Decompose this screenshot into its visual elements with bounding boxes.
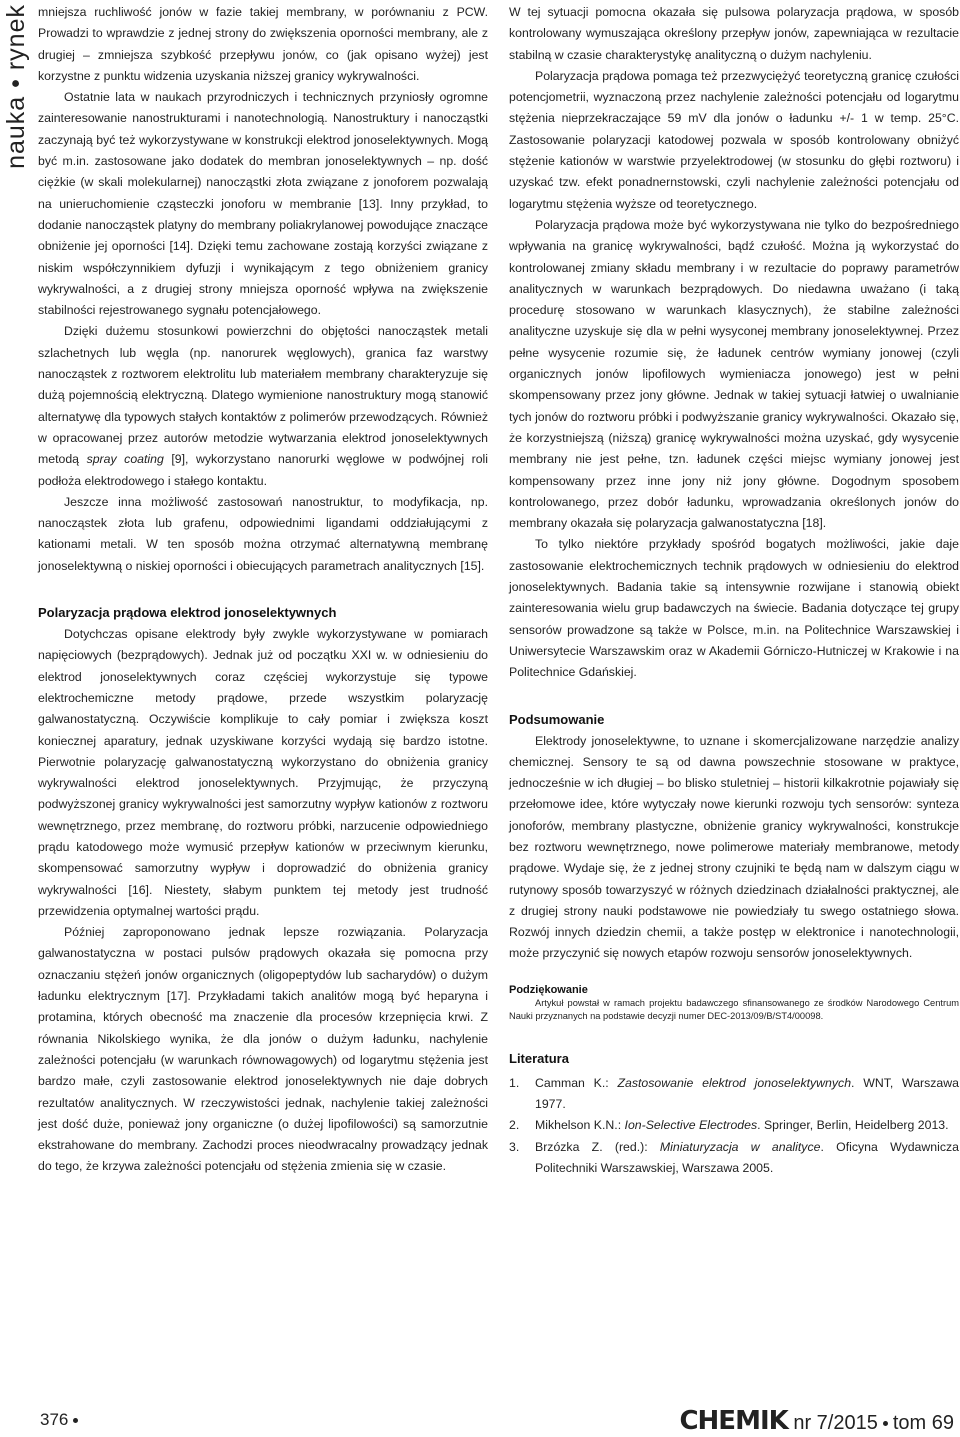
reference-authors: Brzózka Z. (red.): — [535, 1139, 660, 1154]
reference-item — [509, 1115, 959, 1136]
page-number: 376 — [40, 1410, 69, 1429]
paragraph: Polaryzacja prądowa pomaga też przezwyciężyć teoretyczną granicę czułości potencjometrii, wyznaczoną przez nachylenie zależności potencjału od logarytmu stężenia nieprzekraczające 59 mV dla jonów o ładunku +/- 1 w temp. 25°C. Zastosowanie polaryzacji katodowej pozwala w sposób kontrolowany obniżyć stężenie kationów w warstwie przyelektrodowej (w stosunku do głębi roztworu) i uzyskać tzw. efekt ponadnernstowski, czyli nachylenie zależności potencjału od logarytmu stężenia wyższe od teoretycznego. — [509, 68, 959, 211]
reference-publisher: . Springer, Berlin, Heidelberg 2013. — [757, 1118, 949, 1133]
paragraph: mniejsza ruchliwość jonów w fazie takiej membrany, w porównaniu z PCW. Prowadzi to wprawdzie z jednej strony do zwiększenia oporności membrany, ale z drugiej – zmniejsza szybkość przepływu jonów, co (jak opisano wyżej) jest korzystne z punktu widzenia uzyskania niższej granicy wykrywalności. — [38, 5, 488, 83]
section-heading: Podsumowanie — [509, 711, 605, 727]
issue-number: nr 7/2015 — [793, 1412, 878, 1434]
section-label — [2, 4, 30, 204]
paragraph-text: Dzięki dużemu stosunkowi powierzchni do objętości nanocząstek metali szlachetnych lub węgla (np. nanorurek węglowych), granica faz warstwy nanocząstek z roztworem elektrolitu lub materiałem membrany charakteryzuje się dużą pojemnością elektryczną. Dlatego wymienione nanostruktury mogą stanowić alternatywę dla typowych stałych kontaktów z polimerów przewodzących. Również w opracowanej przez autorów metodzie wytwarzania elektrod jonoselektywnych metodą — [38, 324, 488, 467]
reference-item — [509, 1137, 959, 1180]
paragraph-emphasis: spray coating — [86, 452, 164, 467]
paragraph: To tylko niektóre przykłady spośród bogatych możliwości, jakie daje zastosowanie elektrochemicznych technik prądowych w odniesieniu do elektrod jonoselektywnych. Badania takie są intensywnie rozwijane i stanowią obiekt zainteresowania wielu grup badawczych na świecie. Badania dotyczące tej grupy sensorów prowadzone są także w Polsce, m.in. na Politechnice Warszawskiej i Uniwersytecie Warszawskim oraz w Akademii Górniczo-Hutniczej w Krakowie i na Politechnice Gdańskiej. — [509, 537, 959, 680]
reference-number: 3. — [509, 1139, 520, 1154]
reference-title: Miniaturyzacja w analityce — [659, 1139, 821, 1154]
paragraph: W tej sytuacji pomocna okazała się pulsowa polaryzacja prądowa, w sposób kontrolowany wymuszająca określony przepływ jonów, zapewniająca w rezultacie stabilną w czasie charakterystykę analityczną o dużym nachyleniu. — [509, 5, 959, 62]
reference-item — [509, 1073, 959, 1116]
reference-authors: Mikhelson K.N.: — [535, 1118, 625, 1133]
reference-title: Ion-Selective Electrodes — [624, 1118, 758, 1133]
paragraph: Jeszcze inna możliwość zastosowań nanostruktur, to modyfikacja, np. nanocząstek złota lub grafenu, odpowiednimi ligandami oddziałującymi z kationami metali. W ten sposób można otrzymać alternatywną membranę jonoselektywną o niskiej oporności i obiecujących parametrach analitycznych [15]. — [38, 494, 488, 573]
reference-number: 1. — [509, 1075, 520, 1090]
reference-authors: Camman K.: — [535, 1075, 618, 1090]
journal-logo: CHEMIK — [679, 1406, 788, 1436]
paragraph: Polaryzacja prądowa może być wykorzystywana nie tylko do bezpośredniego wpływania na granicę wykrywalności, bądź czułość. Można ją wykorzystać do kontrolowanej zmiany składu membrany i w rezultacie do poprawy parametrów analitycznych w warunkach bezprądowych. Do niedawna uważano (i taką procedurę stosowano w warunkach klasycznych), że stabilne zależności analityczne uzyskuje się dla w pełni wysyconej membrany jonoselektywnej. Przez pełne wysycenie rozumie się, że ładunek centrów wymiany jonowej (czyli organicznych jonów lipofilowych wymieniacza jonowego) jest w pełni skompensowany przez jony główne. Jednak w takiej sytuacji łatwiej o uwalnianie tych jonów do roztworu próbki i podwyższanie granicy wykrywalności. Okazało się, że korzystniejszą (niższą) granicę wykrywalności można uzyskać, gdy wysycenie membrany nie jest pełne, tzn. ładunek części miejsc wymiany jonowej jest kompensowany przez inne jony niż jony główne. Dogodnym sposobem kontrolowanego, przez dobór ładunku, wprowadzania określonych jonów do membrany okazała się polaryzacja galwanostatyczna [18]. — [509, 217, 959, 531]
acknowledgement-text: Artykuł powstał w ramach projektu badawczego sfinansowanego ze środków Narodowego Centrum Nauki przyznanych na podstawie decyzji numer DEC-2013/09/B/ST4/00098. — [509, 997, 959, 1021]
paragraph: Ostatnie lata w naukach przyrodniczych i technicznych przyniosły ogromne zainteresowanie nanostrukturami i nanotechnologią. Nanostruktury i nanocząstki zaczynają być też wykorzystywane w konstrukcji elektrod jonoselektywnych. Mogą być m.in. zastosowane jako dodatek do membran jonoselektywnych – np. dość ciężkie (w skali molekularnej) nanocząstki złota związane z jonoforem pozwalają na unieruchomienie cząsteczki jonoforu w membranie [13]. Inny przykład, to dodanie nanocząstek platyny do membrany poliakrylanowej powodujące znaczące obniżenie jej oporności [14]. Dzięki temu zachowane zostają korzyści związane z niskim współczynnikiem dyfuzji i wynikającym z tego obniżeniem granicy wykrywalności, a z drugiej strony mniejsza oporność wpływa na zwiększenie stabilności rejestrowanego sygnału potencjałowego. — [38, 90, 488, 318]
section-label-text: nauka • rynek — [2, 4, 30, 169]
acknowledgement-heading: Podziękowanie — [509, 983, 588, 996]
right-column — [509, 2, 959, 1179]
reference-publisher: . Oficyna Wydawnicza Politechniki Warszawskiej, Warszawa 2005. — [535, 1139, 959, 1175]
paragraph-text: [9], wykorzystano nanorurki węglowe w podwójnej roli podłoża elektrodowego i stałego kontaktu. — [38, 452, 489, 488]
bullet-dot-icon — [73, 1418, 78, 1423]
paragraph: Później zaproponowano jednak lepsze rozwiązania. Polaryzacja galwanostatyczna w postaci pulsów prądowych okazała się pomocna przy oznaczaniu stężeń jonów organicznych (oligopeptydów lub sacharydów) o dużym ładunku elektrycznym [17]. Przykładami takich analitów mogą być heparyna i protamina, których obecność ma znaczenie dla procesów krzepnięcia krwi. Z równania Nikolskiego wynika, że dla jonów o dużym ładunku, nachylenie zależności potencjału (w warunkach równowagowych) od logarytmu stężenia jest bardzo małe, czyli zastosowanie elektrod jonoselektywnych nie daje dobrych rezultatów analitycznych. W rzeczywistości jednak, nachylenie takiej zależności jest dość duże, ponieważ jony organiczne (o dużej lipofilowości) są samorzutnie ekstrahowane do membrany. Zachodzi proces nieodwracalny prowadzący jednak do tego, że krzywa zależności potencjału od stężenia zmienia się w czasie. — [38, 925, 488, 1174]
volume-number: tom 69 — [892, 1412, 954, 1434]
references-heading: Literatura — [509, 1050, 569, 1066]
paragraph: Elektrody jonoselektywne, to uznane i skomercjalizowane narzędzie analizy chemicznej. Sensory te są od dawna powszechnie stosowane w praktyce, jednocześnie w ich długiej – bo blisko stuletniej – historii kilkakrotnie pojawiały się przełomowe idee, które wytyczały nowe kierunki rozwoju tych sensorów: synteza jonoforów, membrany plastyczne, obniżenie granicy wykrywalności, konstrukcje bez roztworu wewnętrznego, nowe polimerowe materiały membranowe, metody prądowe. Wydaje się, że z jednej strony czujniki te będą nam w dalszym ciągu w rutynowy sposób towarzyszyć w różnych dziedzinach działalności praktycznej, ale z drugiej strony nauki podstawowe nie powiedziały tu swego ostatniego słowa. Rozwój innych dziedzin chemii, a także postęp w elektronice i nanotechnologii, może przyczynić się nowych etapów rozwoju sensorów jonoselektywnych. — [509, 733, 959, 961]
bullet-dot-icon — [883, 1421, 888, 1426]
reference-publisher: . WNT, Warszawa 1977. — [535, 1075, 959, 1112]
reference-list — [509, 1073, 959, 1179]
paragraph: Dotychczas opisane elektrody były zwykle wykorzystywane w pomiarach napięciowych (bezprądowych). Jednak już od początku XXI w. w odniesieniu do elektrod jonoselektywnych coraz częściej wykorzystuje się typowe elektrochemiczne metody prądowe, przede wszystkim polaryzację galwanostatyczną. Oczywiście komplikuje to cały pomiar i zwiększa koszt koniecznej aparatury, jednak uzyskiwane korzyści wydają się bardzo istotne. Pierwotnie polaryzację galwanostatyczną wykorzystano do obniżenia granicy wykrywalności elektrod jonoselektywnych. Przyjmując, że przyczyną podwyższonej granicy wykrywalności jest samorzutny wypływ kationów z roztworu wewnętrznego, przez membranę, do roztworu próbki, narzucenie odpowiedniego prądu katodowego może wymusić przepływ kationów w przeciwnym kierunku, skompensować samorzutny wypływ i doprowadzić do obniżenia granicy wykrywalności [16]. Niestety, słabym punktem tej metody jest trudność przewidzenia optymalnej wartości prądu. — [38, 627, 488, 918]
section-heading: Polaryzacja prądowa elektrod jonoselektywnych — [38, 605, 337, 621]
page-footer-right — [679, 1406, 954, 1436]
paragraph — [38, 321, 488, 491]
reference-number: 2. — [509, 1118, 520, 1133]
left-column — [38, 2, 488, 1178]
reference-title: Zastosowanie elektrod jonoselektywnych — [617, 1075, 852, 1090]
page-footer-left — [40, 1410, 83, 1430]
